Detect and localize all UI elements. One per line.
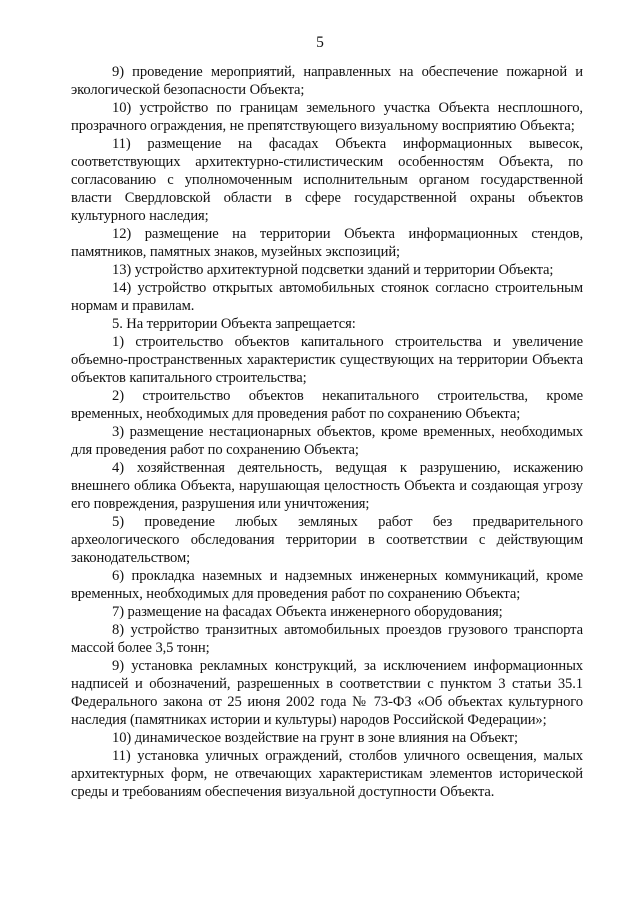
paragraph-permitted-14: 14) устройство открытых автомобильных стоянок согласно строительным нормам и правилам. <box>71 280 583 314</box>
paragraph-prohibited-1: 1) строительство объектов капитального строительства и увеличение объемно-пространственных характеристик существующих на территории Объекта объектов капитального строительства; <box>71 334 583 386</box>
paragraph-prohibited-9: 9) установка рекламных конструкций, за исключением информационных надписей и обозначений, разрешенных в соответствии с пунктом 3 статьи 35.1 Федерального закона от 25 июня 2002 года № 73-ФЗ «Об объектах культурного наследия (памятниках истории и культуры) народов Российской Федерации»; <box>71 658 583 728</box>
paragraph-prohibited-11: 11) установка уличных ограждений, столбов уличного освещения, малых архитектурных форм, не отвечающих характеристикам элементов исторической среды и требованиям обеспечения визуальной доступности Объекта. <box>71 748 583 800</box>
paragraph-prohibited-7: 7) размещение на фасадах Объекта инженерного оборудования; <box>112 604 503 620</box>
paragraph-prohibited-8: 8) устройство транзитных автомобильных проездов грузового транспорта массой более 3,5 тонн; <box>71 622 583 656</box>
page-number: 5 <box>316 34 324 51</box>
paragraph-prohibited-5: 5) проведение любых земляных работ без предварительного археологического обследования территории в соответствии с действующим законодательством; <box>71 514 583 566</box>
paragraph-prohibited-4: 4) хозяйственная деятельность, ведущая к разрушению, искажению внешнего облика Объекта, нарушающая целостность Объекта и создающая угрозу его повреждения, разрушения или уничтожения; <box>71 460 583 512</box>
paragraph-prohibited-2: 2) строительство объектов некапитального строительства, кроме временных, необходимых для проведения работ по сохранению Объекта; <box>71 388 583 422</box>
section-heading-prohibited: 5. На территории Объекта запрещается: <box>112 316 356 332</box>
paragraph-prohibited-6: 6) прокладка наземных и надземных инженерных коммуникаций, кроме временных, необходимых для проведения работ по сохранению Объекта; <box>71 568 583 602</box>
paragraph-permitted-9: 9) проведение мероприятий, направленных на обеспечение пожарной и экологической безопасности Объекта; <box>71 64 583 98</box>
paragraph-prohibited-3: 3) размещение нестационарных объектов, кроме временных, необходимых для проведения работ по сохранению Объекта; <box>71 424 583 458</box>
document-body <box>71 63 583 801</box>
paragraph-prohibited-10: 10) динамическое воздействие на грунт в зоне влияния на Объект; <box>112 730 518 746</box>
paragraph-permitted-13: 13) устройство архитектурной подсветки зданий и территории Объекта; <box>112 262 554 278</box>
paragraph-permitted-11: 11) размещение на фасадах Объекта информационных вывесок, соответствующих архитектурно-стилистическим особенностям Объекта, по согласованию с уполномоченным исполнительным органом государственной власти Свердловской области в сфере государственной охраны объектов культурного наследия; <box>71 136 583 224</box>
paragraph-permitted-10: 10) устройство по границам земельного участка Объекта несплошного, прозрачного ограждения, не препятствующего визуальному восприятию Объекта; <box>71 100 583 134</box>
paragraph-permitted-12: 12) размещение на территории Объекта информационных стендов, памятников, памятных знаков, музейных экспозиций; <box>71 226 583 260</box>
